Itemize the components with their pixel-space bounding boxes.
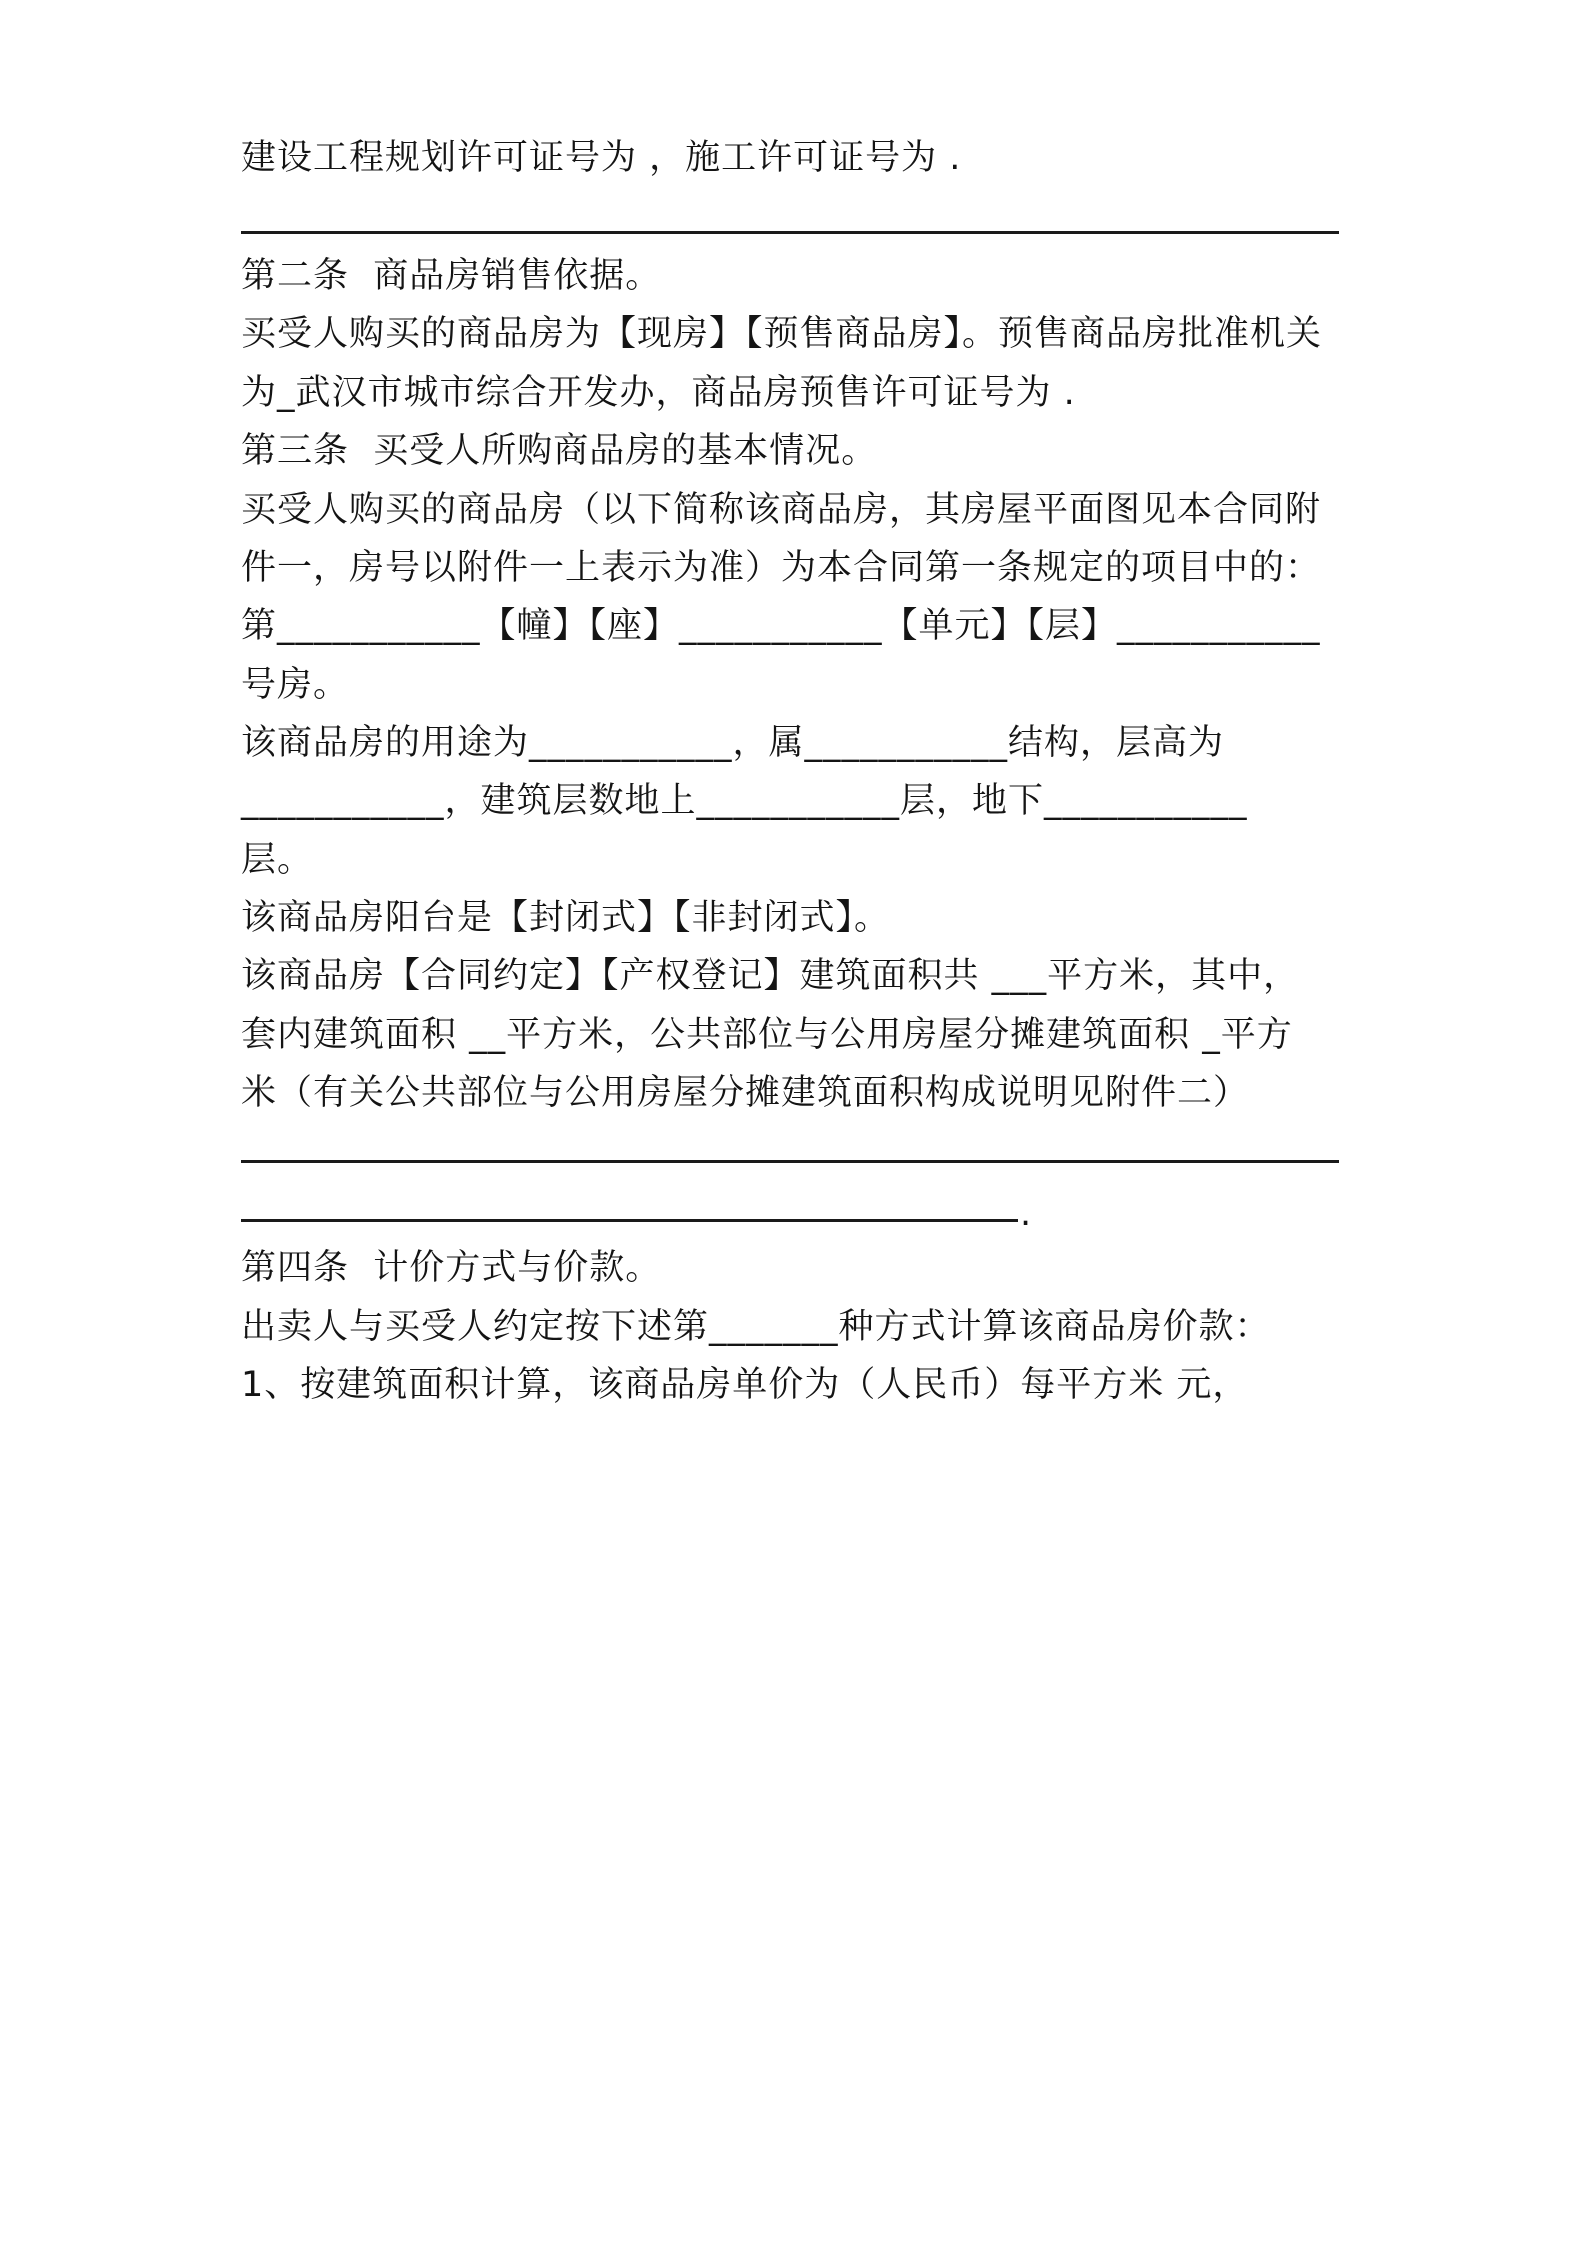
text-line: 套内建筑面积 __平方米，公共部位与公用房屋分摊建筑面积 _平方: [241, 1015, 1293, 1055]
text-line: 出卖人与买受人约定按下述第_______种方式计算该商品房价款：: [241, 1307, 1271, 1347]
text-line: 件一，房号以附件一上表示为准）为本合同第一条规定的项目中的：: [241, 548, 1322, 588]
text-line: 该商品房【合同约定】【产权登记】建筑面积共 ___平方米，其中，: [241, 956, 1300, 996]
text-line: 米（有关公共部位与公用房屋分摊建筑面积构成说明见附件二）: [241, 1073, 1250, 1113]
text-line: 为_武汉市城市综合开发办，商品房预售许可证号为 .: [241, 373, 1076, 413]
text-line: 该商品房阳台是【封闭式】【非封闭式】。: [241, 898, 891, 938]
text-line: 第___________【幢】【座】___________【单元】【层】___________: [241, 606, 1321, 646]
article-heading: 第二条 商品房销售依据。: [241, 256, 662, 296]
blank-fill-line: [241, 231, 1339, 234]
text-line: 该商品房的用途为___________，属___________结构，层高为: [241, 723, 1225, 763]
line-end-period: .: [1020, 1194, 1032, 1234]
blank-fill-line: [241, 1160, 1339, 1163]
text-line: 号房。: [241, 665, 350, 705]
text-line: 买受人购买的商品房为【现房】【预售商品房】。预售商品房批准机关: [241, 314, 1323, 354]
blank-fill-line: [241, 1219, 1018, 1222]
text-line: ___________，建筑层数地上___________层，地下___________: [241, 781, 1248, 821]
text-line: 建设工程规划许可证号为 ，施工许可证号为 .: [241, 138, 962, 178]
article-heading: 第三条 买受人所购商品房的基本情况。: [241, 431, 878, 471]
text-line: 1、按建筑面积计算，该商品房单价为（人民币）每平方米 元，: [241, 1365, 1249, 1405]
article-heading: 第四条 计价方式与价款。: [241, 1248, 662, 1288]
text-line: 层。: [241, 840, 314, 880]
text-line: 买受人购买的商品房（以下简称该商品房，其房屋平面图见本合同附: [241, 490, 1322, 530]
